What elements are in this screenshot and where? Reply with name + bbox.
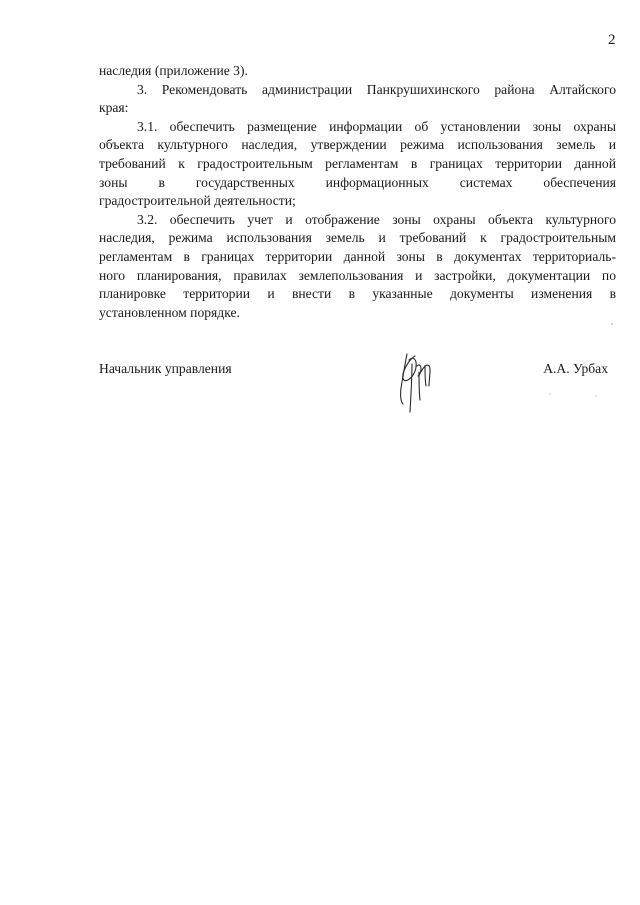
body-line: наследия, режима использования земель и требований к градостроительным (99, 230, 616, 246)
signature-block (99, 360, 616, 430)
body-line: края: (99, 100, 129, 116)
body-line: 3.1. обеспечить размещение информации об установлении зоны охраны (137, 118, 616, 134)
body-line: требований к градостроительным регламентам в границах территории данной (99, 155, 616, 171)
handwritten-signature (395, 352, 435, 418)
body-line: планировке территории и внести в указанные документы изменения в (99, 286, 616, 302)
body-line: регламентам в границах территории данной зоны в документах территориаль- (99, 248, 616, 264)
page-number: 2 (608, 32, 616, 48)
body-line: ного планирования, правилах землепользования и застройки, документации по (99, 267, 616, 283)
signer-title: Начальник управления (99, 361, 232, 376)
body-line: установленном порядке. (99, 304, 240, 320)
body-line: 3. Рекомендовать администрации Панкрушихинского района Алтайского (137, 81, 616, 97)
body-line: 3.2. обеспечить учет и отображение зоны охраны объекта культурного (137, 211, 616, 227)
signer-name: А.А. Урбах (543, 361, 608, 376)
document-body (99, 62, 616, 322)
body-line: градостроительной деятельности; (99, 193, 296, 209)
body-line: объекта культурного наследия, утверждении режима использования земель и (99, 137, 616, 153)
body-line: наследия (приложение 3). (99, 63, 248, 78)
body-line: зоны в государственных информационных системах обеспечения (99, 174, 616, 190)
